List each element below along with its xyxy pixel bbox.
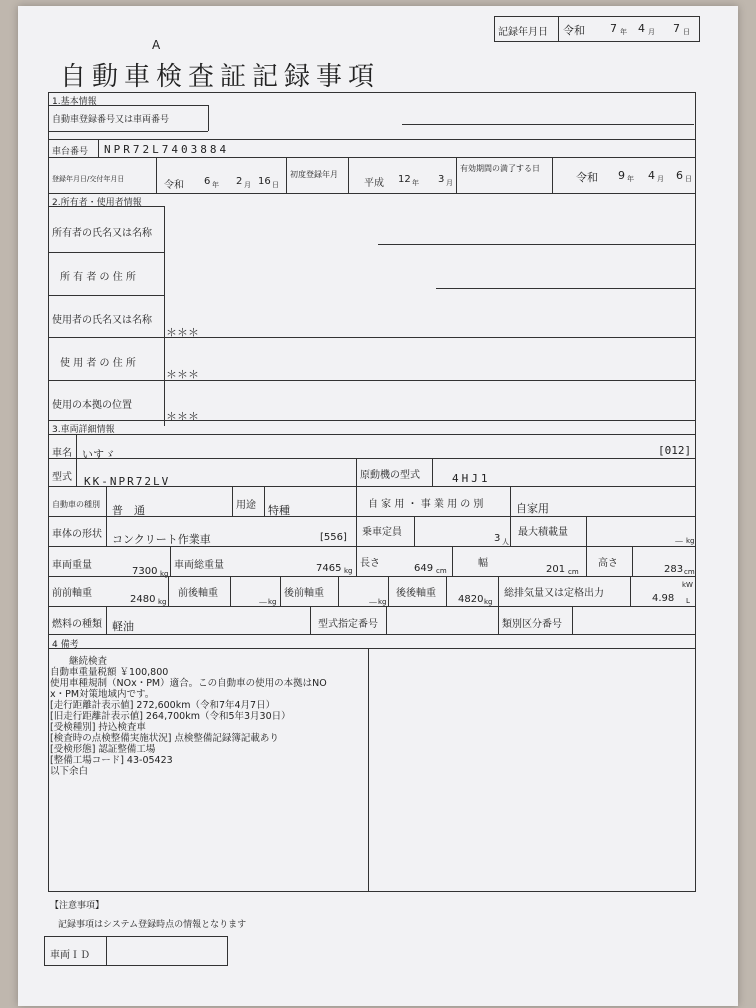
height-label: 高さ <box>598 558 618 569</box>
width-value: 201 <box>546 564 566 575</box>
ff-axle-value: 2480 <box>130 594 156 605</box>
owner-address-label: 所 有 者 の 住 所 <box>60 272 136 283</box>
expiry-day-unit: 日 <box>685 175 692 183</box>
record-day: 7 <box>673 22 680 35</box>
type-designation-label: 型式指定番号 <box>318 619 378 630</box>
remarks-line: 以下余白 <box>50 766 89 777</box>
remarks-line: [走行距離計表示値] 272,600km（令和7年4月7日） <box>50 700 276 711</box>
weight-value: 7300 <box>132 566 158 577</box>
expiry-day: 6 <box>676 169 683 182</box>
rr-axle-unit: kg <box>484 598 493 606</box>
remarks-line: [受検種別] 持込検査車 <box>50 722 146 733</box>
rf-axle-unit: kg <box>378 598 387 606</box>
body-code: [556] <box>320 532 347 543</box>
expiry-label: 有効期間の満了する日 <box>460 164 540 173</box>
displacement-value: 4.98 <box>652 593 675 604</box>
class-number-label: 類別区分番号 <box>502 619 562 630</box>
gross-weight-label: 車両総重量 <box>174 560 224 571</box>
remarks-line: [整備工場コード] 43-05423 <box>50 755 173 766</box>
first-reg-label: 初度登録年月 <box>290 170 338 179</box>
reg-month-unit: 月 <box>244 181 251 189</box>
width-label: 幅 <box>478 558 488 569</box>
vehicle-id-label: 車両ＩＤ <box>50 950 90 961</box>
notes-heading: 【注意事項】 <box>50 901 105 911</box>
rr-axle-value: 4820 <box>458 594 484 605</box>
body-label: 車体の形状 <box>52 529 102 540</box>
fuel-value: 軽油 <box>112 620 134 633</box>
reg-day-unit: 日 <box>272 181 279 189</box>
reg-era: 令和 <box>164 180 184 191</box>
engine-value: 4HJ1 <box>452 472 491 485</box>
model-value: KK-NPR72LV <box>84 475 171 488</box>
record-year-unit: 年 <box>620 28 627 36</box>
capacity-label: 乗車定員 <box>362 527 402 538</box>
fr-axle-label: 前後軸重 <box>178 588 218 599</box>
maker-label: 車名 <box>52 448 72 459</box>
displacement-unit: L <box>686 597 690 605</box>
model-label: 型式 <box>52 472 72 483</box>
remarks-line: 自動車重量税額 ￥100,800 <box>50 667 169 678</box>
gross-weight-unit: kg <box>344 567 353 575</box>
engine-label: 原動機の型式 <box>360 470 420 481</box>
displacement-label: 総排気量又は定格出力 <box>504 588 604 599</box>
use-label: 用途 <box>236 500 256 511</box>
user-address-value: ＊＊＊ <box>166 368 199 381</box>
reg-day: 16 <box>258 176 271 187</box>
section4-heading: 4 備考 <box>52 640 79 650</box>
first-reg-month-unit: 月 <box>446 179 453 187</box>
fr-axle-value: － <box>258 598 268 609</box>
reg-year: 6 <box>204 176 211 187</box>
max-load-unit: kg <box>686 537 695 545</box>
base-location-label: 使用の本拠の位置 <box>52 400 132 411</box>
record-day-unit: 日 <box>683 28 690 36</box>
remarks-text <box>50 656 366 777</box>
user-address-label: 使 用 者 の 住 所 <box>60 358 136 369</box>
first-reg-era: 平成 <box>364 178 384 189</box>
reg-date-label: 登録年月日/交付年月日 <box>52 175 125 183</box>
kind-value: 普 通 <box>112 504 145 517</box>
remarks-line: [旧走行距離計表示値] 264,700km（令和5年3月30日） <box>50 711 291 722</box>
maker-code: [012] <box>658 444 692 457</box>
expiry-month: 4 <box>648 169 655 182</box>
max-load-label: 最大積載量 <box>518 527 568 538</box>
weight-unit: kg <box>160 570 169 578</box>
remarks-line: [受検形態] 認証整備工場 <box>50 744 156 755</box>
gross-weight-value: 7465 <box>316 563 342 574</box>
first-reg-year: 12 <box>398 174 411 185</box>
expiry-year-unit: 年 <box>627 175 634 183</box>
reg-number-label: 自動車登録番号又は車両番号 <box>52 115 170 125</box>
maker-value: いすゞ <box>82 448 115 461</box>
section3-heading: 3.車両詳細情報 <box>52 425 115 435</box>
copy-mark: A <box>152 38 161 52</box>
reg-month: 2 <box>236 176 243 187</box>
fuel-label: 燃料の種類 <box>52 619 102 630</box>
rf-axle-label: 後前軸重 <box>284 588 324 599</box>
notes-text: 記録事項はシステム登録時点の情報となります <box>58 920 247 930</box>
remarks-line: x・PM対策地域内です。 <box>50 689 155 700</box>
record-month-unit: 月 <box>648 28 655 36</box>
section2-heading: 2.所有者・使用者情報 <box>52 198 142 208</box>
private-value: 自家用 <box>516 502 549 515</box>
capacity-unit: 人 <box>502 538 509 546</box>
max-load-value: － <box>674 537 684 548</box>
displacement-unit-top: kW <box>682 581 693 589</box>
capacity-value: 3 <box>494 533 501 544</box>
remarks-line: [検査時の点検整備実施状況] 点検整備記録簿記載あり <box>50 733 279 744</box>
weight-label: 車両重量 <box>52 560 92 571</box>
fr-axle-unit: kg <box>268 598 277 606</box>
expiry-era: 令和 <box>576 171 598 184</box>
length-unit: cm <box>436 567 447 575</box>
use-value: 特種 <box>268 504 290 517</box>
kind-label: 自動車の種別 <box>52 500 100 509</box>
record-era: 令和 <box>563 24 585 37</box>
ff-axle-unit: kg <box>158 598 167 606</box>
chassis-value: NPR72L7403884 <box>104 143 230 156</box>
remarks-line: 使用車種規制（NOx・PM）適合。この自動車の使用の本拠はNO <box>50 678 327 689</box>
height-value: 283 <box>664 564 684 575</box>
base-location-value: ＊＊＊ <box>166 410 199 423</box>
record-date-label: 記録年月日 <box>498 27 548 38</box>
user-name-label: 使用者の氏名又は名称 <box>52 315 152 326</box>
inspection-record-sheet <box>18 6 738 1006</box>
length-value: 649 <box>414 563 434 574</box>
chassis-label: 車台番号 <box>52 147 89 157</box>
reg-year-unit: 年 <box>212 181 219 189</box>
record-year: 7 <box>610 22 617 35</box>
rr-axle-label: 後後軸重 <box>396 588 436 599</box>
width-unit: cm <box>568 568 579 576</box>
body-value: コンクリート作業車 <box>112 533 211 546</box>
owner-name-label: 所有者の氏名又は名称 <box>52 228 152 239</box>
user-name-value: ＊＊＊ <box>166 326 199 339</box>
expiry-month-unit: 月 <box>657 175 664 183</box>
first-reg-year-unit: 年 <box>412 179 419 187</box>
expiry-year: 9 <box>618 169 625 182</box>
private-label: 自 家 用 ・ 事 業 用 の 別 <box>368 499 484 510</box>
ff-axle-label: 前前軸重 <box>52 588 92 599</box>
rf-axle-value: － <box>368 598 378 609</box>
record-month: 4 <box>638 22 645 35</box>
remarks-line: 継続検査 <box>50 656 108 667</box>
section1-heading: 1.基本情報 <box>52 97 97 107</box>
first-reg-month: 3 <box>438 174 445 185</box>
length-label: 長さ <box>360 558 380 569</box>
height-unit: cm <box>684 568 695 576</box>
page-title: 自動車検査証記録事項 <box>60 62 381 92</box>
